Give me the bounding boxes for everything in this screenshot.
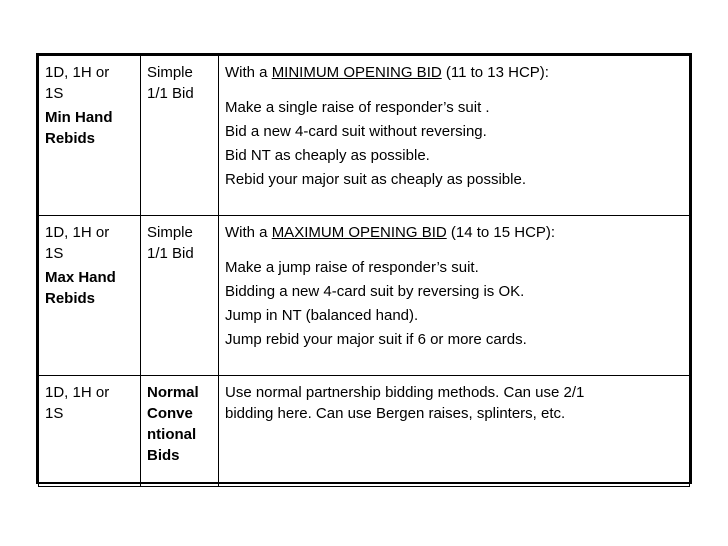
description-cell	[219, 376, 690, 487]
rule-line: Bidding a new 4-card suit by reversing is OK.	[225, 283, 525, 300]
intro-suffix: (11 to 13 HCP):	[441, 64, 549, 81]
hand-label-line: Rebids	[45, 130, 96, 147]
bid-type-line: Bids	[147, 447, 180, 464]
intro-underlined: MINIMUM OPENING BID	[271, 64, 442, 81]
rule-line: Jump in NT (balanced hand).	[225, 307, 419, 324]
bid-type-line: Normal	[147, 384, 199, 401]
rules-intro	[225, 62, 683, 83]
bid-type-cell	[141, 216, 219, 376]
bid-type-line: Conve	[147, 405, 193, 422]
table-row-max-hand	[39, 216, 690, 376]
rules-intro	[225, 222, 683, 243]
opening-line: 1S	[45, 85, 64, 102]
opening-line: 1D, 1H or	[45, 64, 110, 81]
rules-cell	[219, 216, 690, 376]
opening-cell	[39, 56, 141, 216]
rule-line: Make a single raise of responder’s suit .	[225, 99, 490, 116]
description-line: Use normal partnership bidding methods. Can use 2/1	[225, 384, 585, 401]
bidding-table-frame	[36, 53, 692, 484]
opening-line: 1S	[45, 245, 64, 262]
rebid-table	[38, 55, 690, 487]
opening-line: 1S	[45, 405, 64, 422]
intro-underlined: MAXIMUM OPENING BID	[271, 224, 447, 241]
hand-label-line: Max Hand	[45, 269, 116, 286]
bid-type-line: 1/1 Bid	[147, 85, 194, 102]
rule-line: Rebid your major suit as cheaply as possible.	[225, 171, 526, 188]
bid-type-line: Simple	[147, 224, 193, 241]
intro-suffix: (14 to 15 HCP):	[446, 224, 556, 241]
opening-line: 1D, 1H or	[45, 384, 110, 401]
description-line: bidding here. Can use Bergen raises, splinters, etc.	[225, 405, 566, 422]
table-row-min-hand	[39, 56, 690, 216]
opening-line: 1D, 1H or	[45, 224, 110, 241]
bid-type-line: ntional	[147, 426, 197, 443]
intro-prefix: With a	[225, 64, 272, 81]
bid-type-cell	[141, 376, 219, 487]
bid-type-line: Simple	[147, 64, 193, 81]
hand-label-line: Min Hand	[45, 109, 113, 126]
table-row-normal	[39, 376, 690, 487]
rules-cell	[219, 56, 690, 216]
opening-cell	[39, 376, 141, 487]
rule-line: Bid NT as cheaply as possible.	[225, 147, 430, 164]
bid-type-cell	[141, 56, 219, 216]
hand-label-line: Rebids	[45, 290, 96, 307]
bid-type-line: 1/1 Bid	[147, 245, 194, 262]
intro-prefix: With a	[225, 224, 272, 241]
rule-line: Jump rebid your major suit if 6 or more cards.	[225, 331, 527, 348]
opening-cell	[39, 216, 141, 376]
rule-line: Bid a new 4-card suit without reversing.	[225, 123, 487, 140]
rule-line: Make a jump raise of responder’s suit.	[225, 259, 479, 276]
